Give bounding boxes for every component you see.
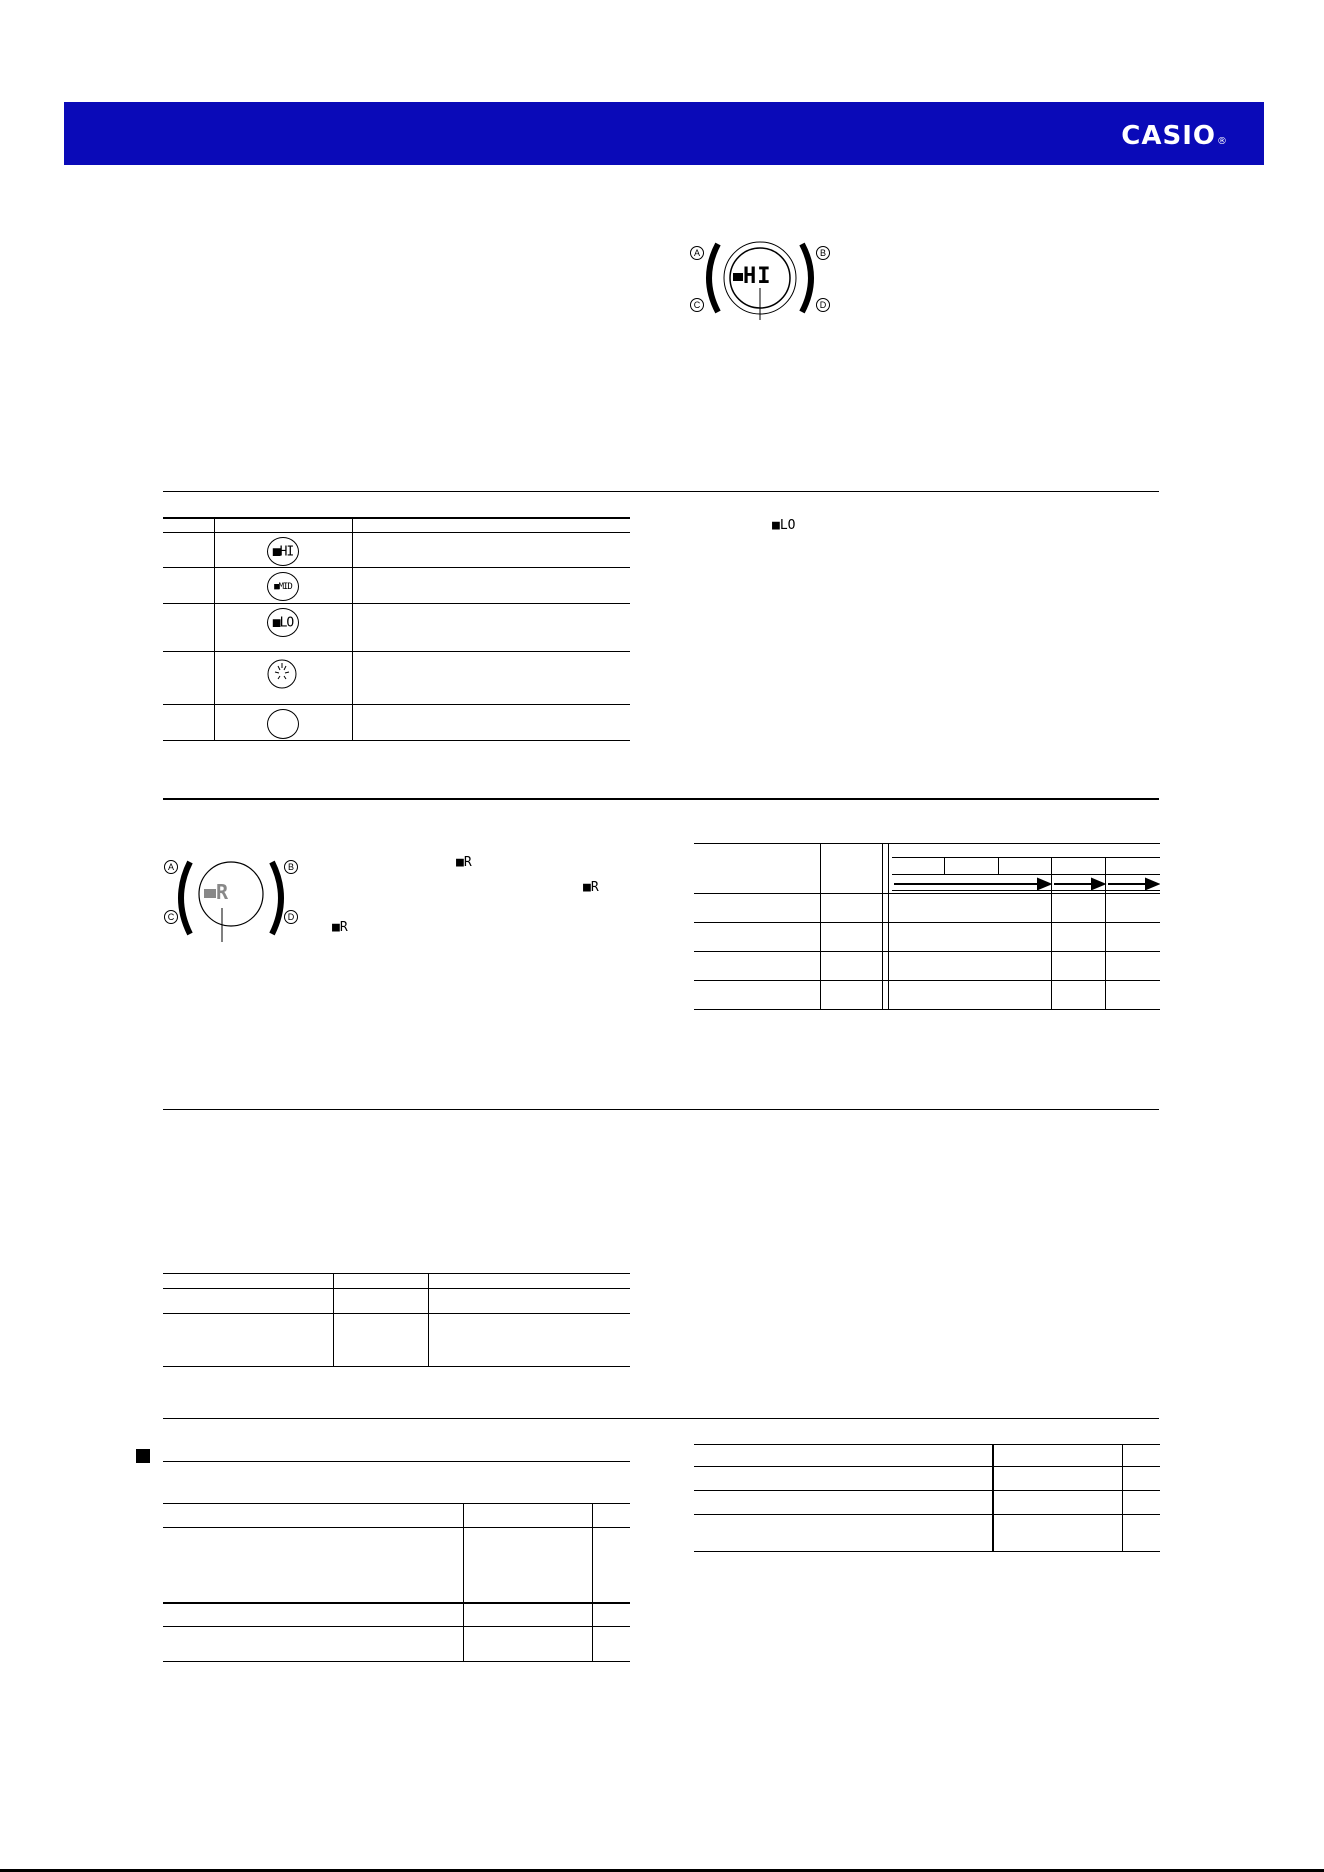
indicator-blink-icon bbox=[266, 657, 298, 689]
watch-case-icon bbox=[164, 858, 298, 942]
mark-icon bbox=[204, 889, 216, 898]
section4-table bbox=[163, 1273, 630, 1367]
lcd-display: R bbox=[204, 880, 228, 904]
section5-right-table bbox=[694, 1444, 1160, 1552]
button-a-label: A bbox=[164, 860, 178, 874]
indicator-lo-icon: ■LO bbox=[267, 608, 299, 637]
button-c-label: C bbox=[164, 910, 178, 924]
watch-diagram-top bbox=[690, 238, 830, 320]
inline-r-indicator: ■R bbox=[583, 880, 599, 895]
inline-r-indicator: ■R bbox=[332, 920, 348, 935]
inline-lo-indicator: ■LO bbox=[772, 518, 796, 533]
button-c-label: C bbox=[690, 298, 704, 312]
casio-logo: CASIO® bbox=[1121, 121, 1228, 151]
lcd-display: HI bbox=[733, 264, 772, 289]
section-bullet-icon bbox=[136, 1449, 150, 1463]
mark-icon bbox=[733, 273, 743, 281]
button-b-label: B bbox=[284, 860, 298, 874]
indicator-hi-icon: ■HI bbox=[267, 537, 299, 566]
timing-table bbox=[694, 842, 1160, 1010]
indicator-table bbox=[163, 517, 630, 741]
button-b-label: B bbox=[816, 246, 830, 260]
watch-diagram-recall bbox=[164, 858, 298, 942]
button-a-label: A bbox=[690, 246, 704, 260]
header-bar bbox=[64, 102, 1264, 165]
button-d-label: D bbox=[284, 910, 298, 924]
arrow-icon bbox=[892, 877, 1160, 891]
section5-left-table bbox=[163, 1503, 630, 1662]
indicator-empty-icon bbox=[267, 709, 299, 739]
indicator-mid-icon: ■MID bbox=[267, 572, 299, 601]
button-d-label: D bbox=[816, 298, 830, 312]
inline-r-indicator: ■R bbox=[456, 855, 472, 870]
